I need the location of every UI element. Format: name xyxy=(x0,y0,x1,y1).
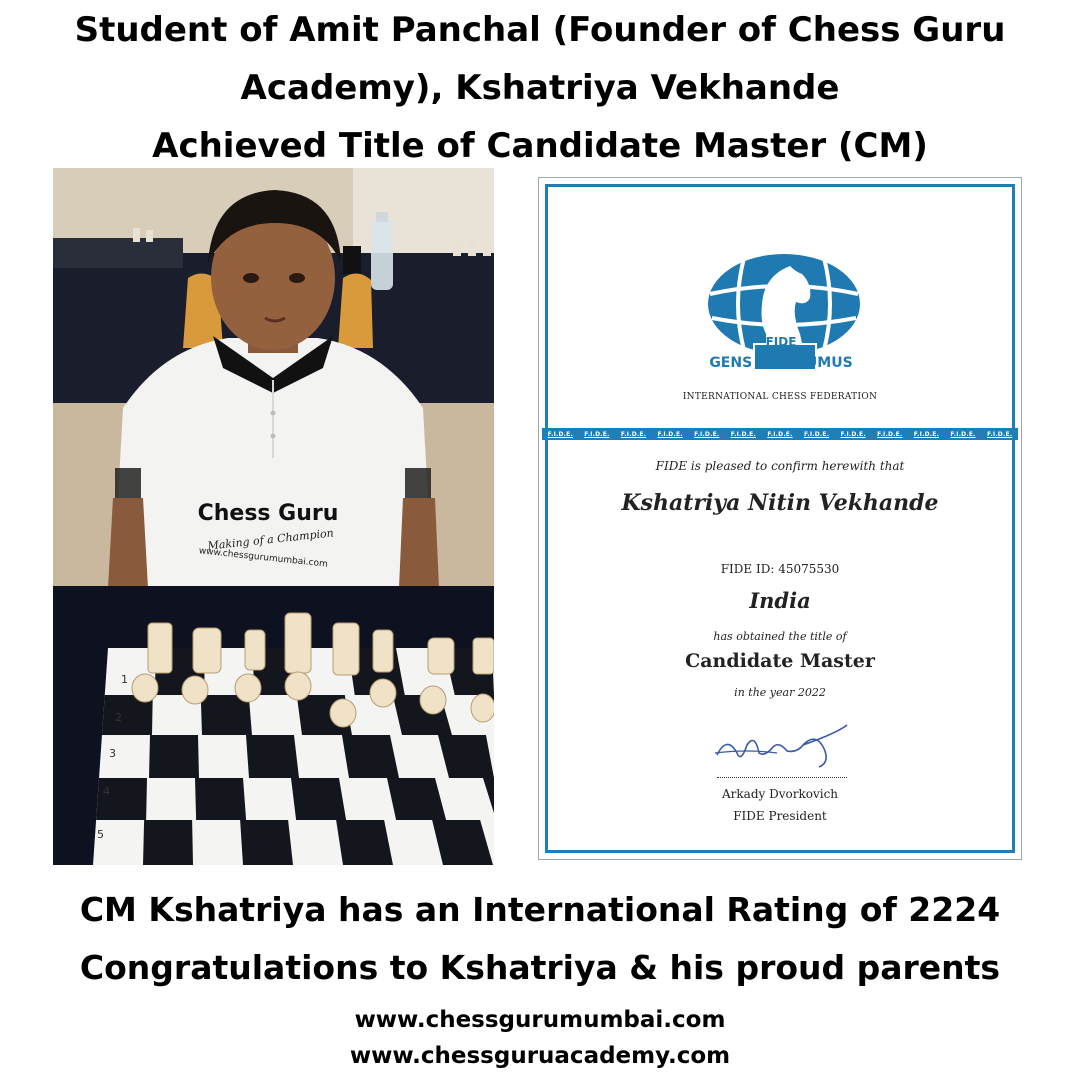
shirt-brand-text: Chess Guru xyxy=(197,501,339,526)
band-label: F.I.D.E. xyxy=(767,430,793,438)
band-label: F.I.D.E. xyxy=(950,430,976,438)
signer-role: FIDE President xyxy=(733,809,827,823)
signer-name: Arkady Dvorkovich xyxy=(721,787,839,801)
headline-line-2: Academy), Kshatriya Vekhande xyxy=(240,68,840,108)
rank-label: 2 xyxy=(115,711,122,724)
rank-label: 3 xyxy=(109,747,116,760)
fide-band xyxy=(542,428,1018,440)
signature-icon xyxy=(707,723,857,773)
congratulations-line: Congratulations to Kshatriya & his proud parents xyxy=(79,948,1001,987)
rank-label: 1 xyxy=(121,673,128,686)
band-label: F.I.D.E. xyxy=(657,430,683,438)
band-label: F.I.D.E. xyxy=(620,430,647,438)
country: India xyxy=(749,588,811,613)
band-label: F.I.D.E. xyxy=(986,430,1013,438)
band-label: F.I.D.E. xyxy=(730,430,756,438)
website-link-1[interactable]: www.chessgurumumbai.com xyxy=(354,1007,726,1033)
title-awarded: Candidate Master xyxy=(685,650,875,672)
board-dark-square xyxy=(143,820,193,865)
logo-fide-text: FIDE xyxy=(765,335,797,349)
rank-label: 4 xyxy=(103,785,110,798)
band-label: F.I.D.E. xyxy=(584,430,610,438)
fide-certificate xyxy=(538,177,1022,860)
player-name: Kshatriya Nitin Vekhande xyxy=(621,490,939,516)
band-label: F.I.D.E. xyxy=(803,430,830,438)
organization-name: INTERNATIONAL CHESS FEDERATION xyxy=(682,392,878,402)
confirm-text: FIDE is pleased to confirm herewith that xyxy=(655,459,905,473)
shirt-tagline-text: Making of a Champion xyxy=(206,526,335,553)
shirt-url-text: www.chessgurumumbai.com xyxy=(198,546,329,570)
band-label: F.I.D.E. xyxy=(840,430,866,438)
fide-motto: GENS UNA SUMUS xyxy=(709,355,853,371)
headline-line-1: Student of Amit Panchal (Founder of Chess Guru xyxy=(74,10,1006,50)
board-dark-square xyxy=(149,735,199,778)
board-dark-square xyxy=(240,820,293,865)
player-photo xyxy=(53,168,494,865)
rank-label: 5 xyxy=(97,828,104,841)
band-label: F.I.D.E. xyxy=(547,430,573,438)
board-dark-square xyxy=(291,778,346,820)
signature-line xyxy=(717,777,847,778)
band-label: F.I.D.E. xyxy=(694,430,720,438)
year-text: in the year 2022 xyxy=(734,686,826,699)
rating-line: CM Kshatriya has an International Rating of 2224 xyxy=(79,890,1001,929)
board-dark-square xyxy=(195,778,246,820)
headline-line-3: Achieved Title of Candidate Master (CM) xyxy=(152,126,928,166)
board-dark-square xyxy=(342,735,399,778)
obtained-text: has obtained the title of xyxy=(713,630,847,643)
board-dark-square xyxy=(246,735,299,778)
website-link-2[interactable]: www.chessguruacademy.com xyxy=(349,1043,731,1069)
band-label: F.I.D.E. xyxy=(913,430,940,438)
band-label: F.I.D.E. xyxy=(877,430,903,438)
fide-id: FIDE ID: 45075530 xyxy=(720,562,840,576)
board-dark-square xyxy=(336,820,393,865)
